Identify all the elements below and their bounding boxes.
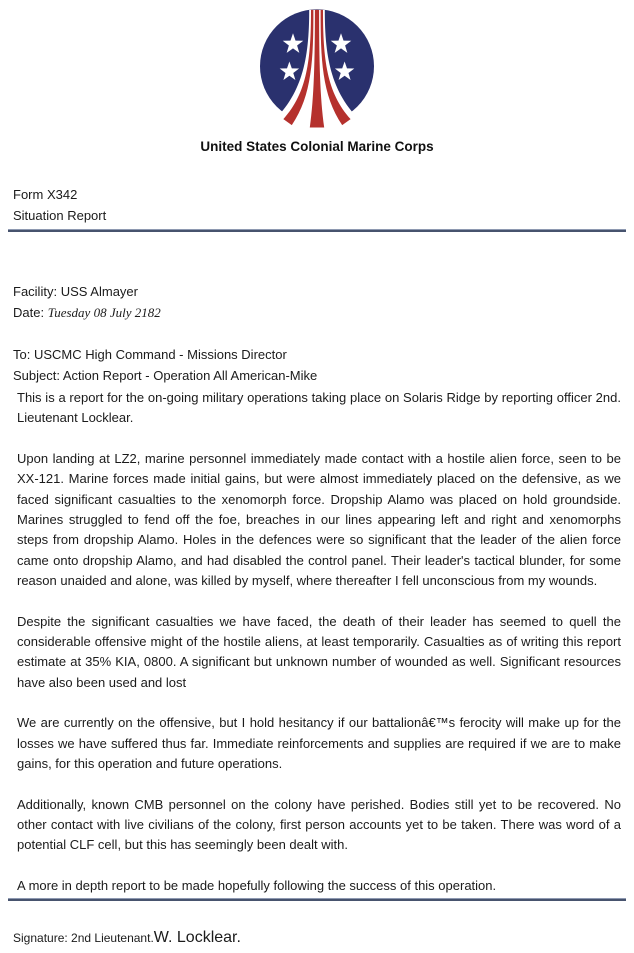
to-line xyxy=(13,344,634,365)
subject-label: Subject: xyxy=(13,368,60,383)
subject-value: Action Report - Operation All American-Mike xyxy=(62,368,318,383)
form-number: Form X342 xyxy=(13,187,78,202)
to-label: To: xyxy=(13,347,31,362)
report-paragraph: This is a report for the on-going military operations taking place on Solaris Ridge by reporting officer 2nd. Lieutenant Locklear. xyxy=(17,390,621,426)
footer-divider xyxy=(8,898,626,901)
report-paragraph: Despite the significant casualties we have faced, the death of their leader has seemed to quell the considerable offensive might of the hostile aliens, at least temporarily. Casualties as of writing this report estimate at 35% KIA, 0800. A significant but unknown number of wounded as well. Significant resources have also been used and lost xyxy=(17,613,621,690)
facility-value: USS Almayer xyxy=(60,284,138,299)
form-title: Situation Report xyxy=(13,208,107,223)
subject-line xyxy=(13,365,634,386)
date-line xyxy=(13,302,634,323)
report-paragraph: We are currently on the offensive, but I hold hesitancy if our battalionâ€™s ferocity will make up for the losses we have suffered thus far. Immediate reinforcements and supplies are required if we are to make gains, for this operation and future operations. xyxy=(17,715,621,772)
uscmc-emblem-icon xyxy=(257,7,377,128)
date-value: Tuesday 08 July 2182 xyxy=(47,305,161,320)
signature-label: Signature: 2nd Lieutenant. xyxy=(13,931,154,946)
header-divider xyxy=(8,229,626,232)
signature-line xyxy=(13,929,634,947)
report-paragraph: A more in depth report to be made hopefully following the success of this operation. xyxy=(17,877,497,893)
uscmc-emblem-logo xyxy=(257,7,377,128)
report-meta xyxy=(13,281,634,386)
org-title: United States Colonial Marine Corps xyxy=(200,139,434,154)
report-paragraph: Upon landing at LZ2, marine personnel immediately made contact with a hostile alien force, seen to be XX-121. Marine forces made initial gains, but were almost immediately placed on the defensive, as we faced significant casualties to the xenomorph force. Dropship Alamo was placed on hold groundside. Marines struggled to fend off the foe, breaches in our lines appearing left and right and xenomorphs steps from dropship Alamo. Holes in the defences were so significant that the leader of the alien force came onto dropship Alamo, and had disabled the control panel. Their leader's tactical blunder, for some reason unaided and alone, was killed by myself, where thereafter I fell unconscious from my wounds. xyxy=(17,450,621,589)
facility-label: Facility: xyxy=(13,284,58,299)
to-value: USCMC High Command - Missions Director xyxy=(33,347,287,362)
report-paragraph: Additionally, known CMB personnel on the colony have perished. Bodies still yet to be recovered. No other contact with live civilians of the colony, first person accounts yet to be taken. There was word of a potential CLF cell, but this has seemingly been dealt with. xyxy=(17,796,621,853)
report-paragraphs xyxy=(0,388,634,896)
signature-name: W. Locklear. xyxy=(153,929,241,947)
meta-spacer xyxy=(13,323,634,344)
facility-line xyxy=(13,281,634,302)
date-label: Date: xyxy=(13,305,45,320)
